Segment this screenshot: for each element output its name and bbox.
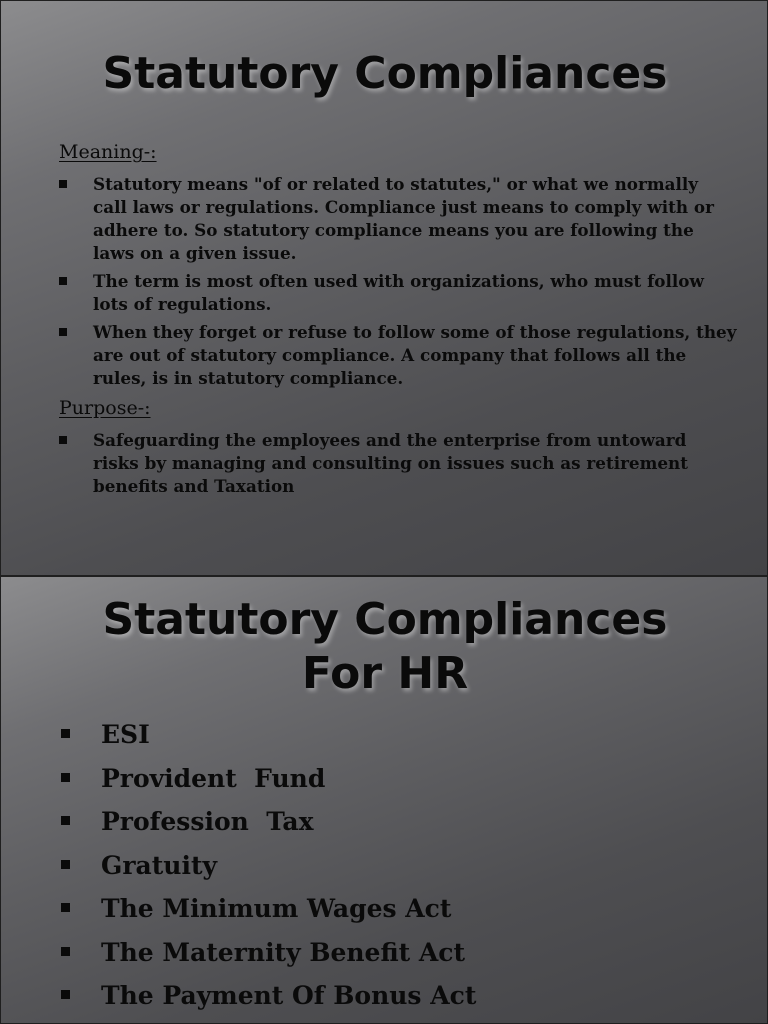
purpose-heading: Purpose-: [59, 397, 151, 419]
list-item: The Minimum Wages Act [59, 887, 476, 931]
list-item: Statutory means "of or related to statutes," or what we normally call laws or regulations. Compliance just means to comply with or adhere to. So statutory compliance means you are following the laws on a given issue. [57, 173, 737, 265]
slide-title: Statutory Compliances For HR [102, 594, 668, 699]
square-bullet-icon [59, 436, 67, 444]
list-item: When they forget or refuse to follow some of those regulations, they are out of statutory compliance. A company that follows all the rules, is in statutory compliance. [57, 321, 737, 390]
square-bullet-icon [61, 903, 70, 912]
list-item: The term is most often used with organizations, who must follow lots of regulations. [57, 270, 737, 316]
list-item: The Maternity Benefit Act [59, 931, 476, 975]
list-item: Gratuity [59, 844, 476, 888]
square-bullet-icon [61, 990, 70, 999]
list-item: The Payment Of Bonus Act [59, 974, 476, 1018]
list-item: ESI [59, 713, 476, 757]
list-item: Provident Fund [59, 757, 476, 801]
purpose-list [57, 429, 737, 503]
meaning-heading: Meaning-: [59, 141, 157, 163]
square-bullet-icon [61, 729, 70, 738]
slide-statutory-compliances-for-hr [0, 576, 768, 1024]
square-bullet-icon [61, 816, 70, 825]
list-item: Safeguarding the employees and the enterprise from untoward risks by managing and consulting on issues such as retirement benefits and Taxation [57, 429, 737, 498]
square-bullet-icon [59, 277, 67, 285]
list-item: Profession Tax [59, 800, 476, 844]
square-bullet-icon [61, 947, 70, 956]
square-bullet-icon [61, 860, 70, 869]
slide-title: Statutory Compliances [102, 48, 668, 99]
square-bullet-icon [61, 773, 70, 782]
hr-compliance-list [59, 713, 476, 1018]
meaning-list [57, 173, 737, 395]
square-bullet-icon [59, 328, 67, 336]
square-bullet-icon [59, 180, 67, 188]
